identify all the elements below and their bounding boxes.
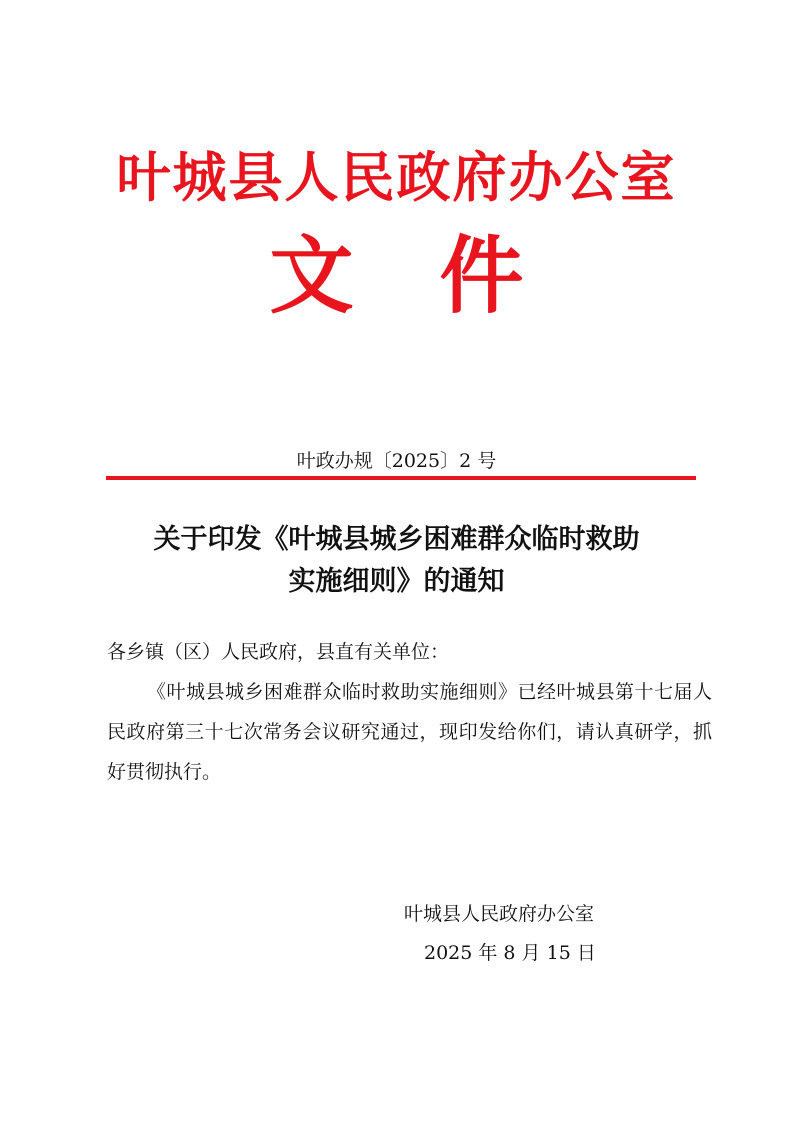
doc-word-char-2: 件 <box>439 227 524 325</box>
signature-date: 2025 年 8 月 15 日 <box>424 942 596 964</box>
doc-word-char-1: 文 <box>269 227 354 325</box>
salutation: 各乡镇（区）人民政府，县直有关单位： <box>107 641 450 663</box>
signature-organization: 叶城县人民政府办公室 <box>404 903 595 925</box>
red-separator-line <box>106 476 696 480</box>
title-line-1: 关于印发《叶城县城乡困难群众临时救助 <box>153 524 640 555</box>
document-title <box>60 519 733 603</box>
issuing-authority-heading: 叶城县人民政府办公室 <box>116 145 677 209</box>
document-header-word <box>0 226 793 326</box>
document-number: 叶政办规〔2025〕2 号 <box>296 450 497 472</box>
document-body <box>107 632 712 792</box>
body-paragraph: 《叶城县城乡困难群众临时救助实施细则》已经叶城县第十七届人民政府第三十七次常务会议研究通过，现印发给你们，请认真研学，抓好贯彻执行。 <box>107 681 712 783</box>
title-line-2: 实施细则》的通知 <box>288 566 505 597</box>
